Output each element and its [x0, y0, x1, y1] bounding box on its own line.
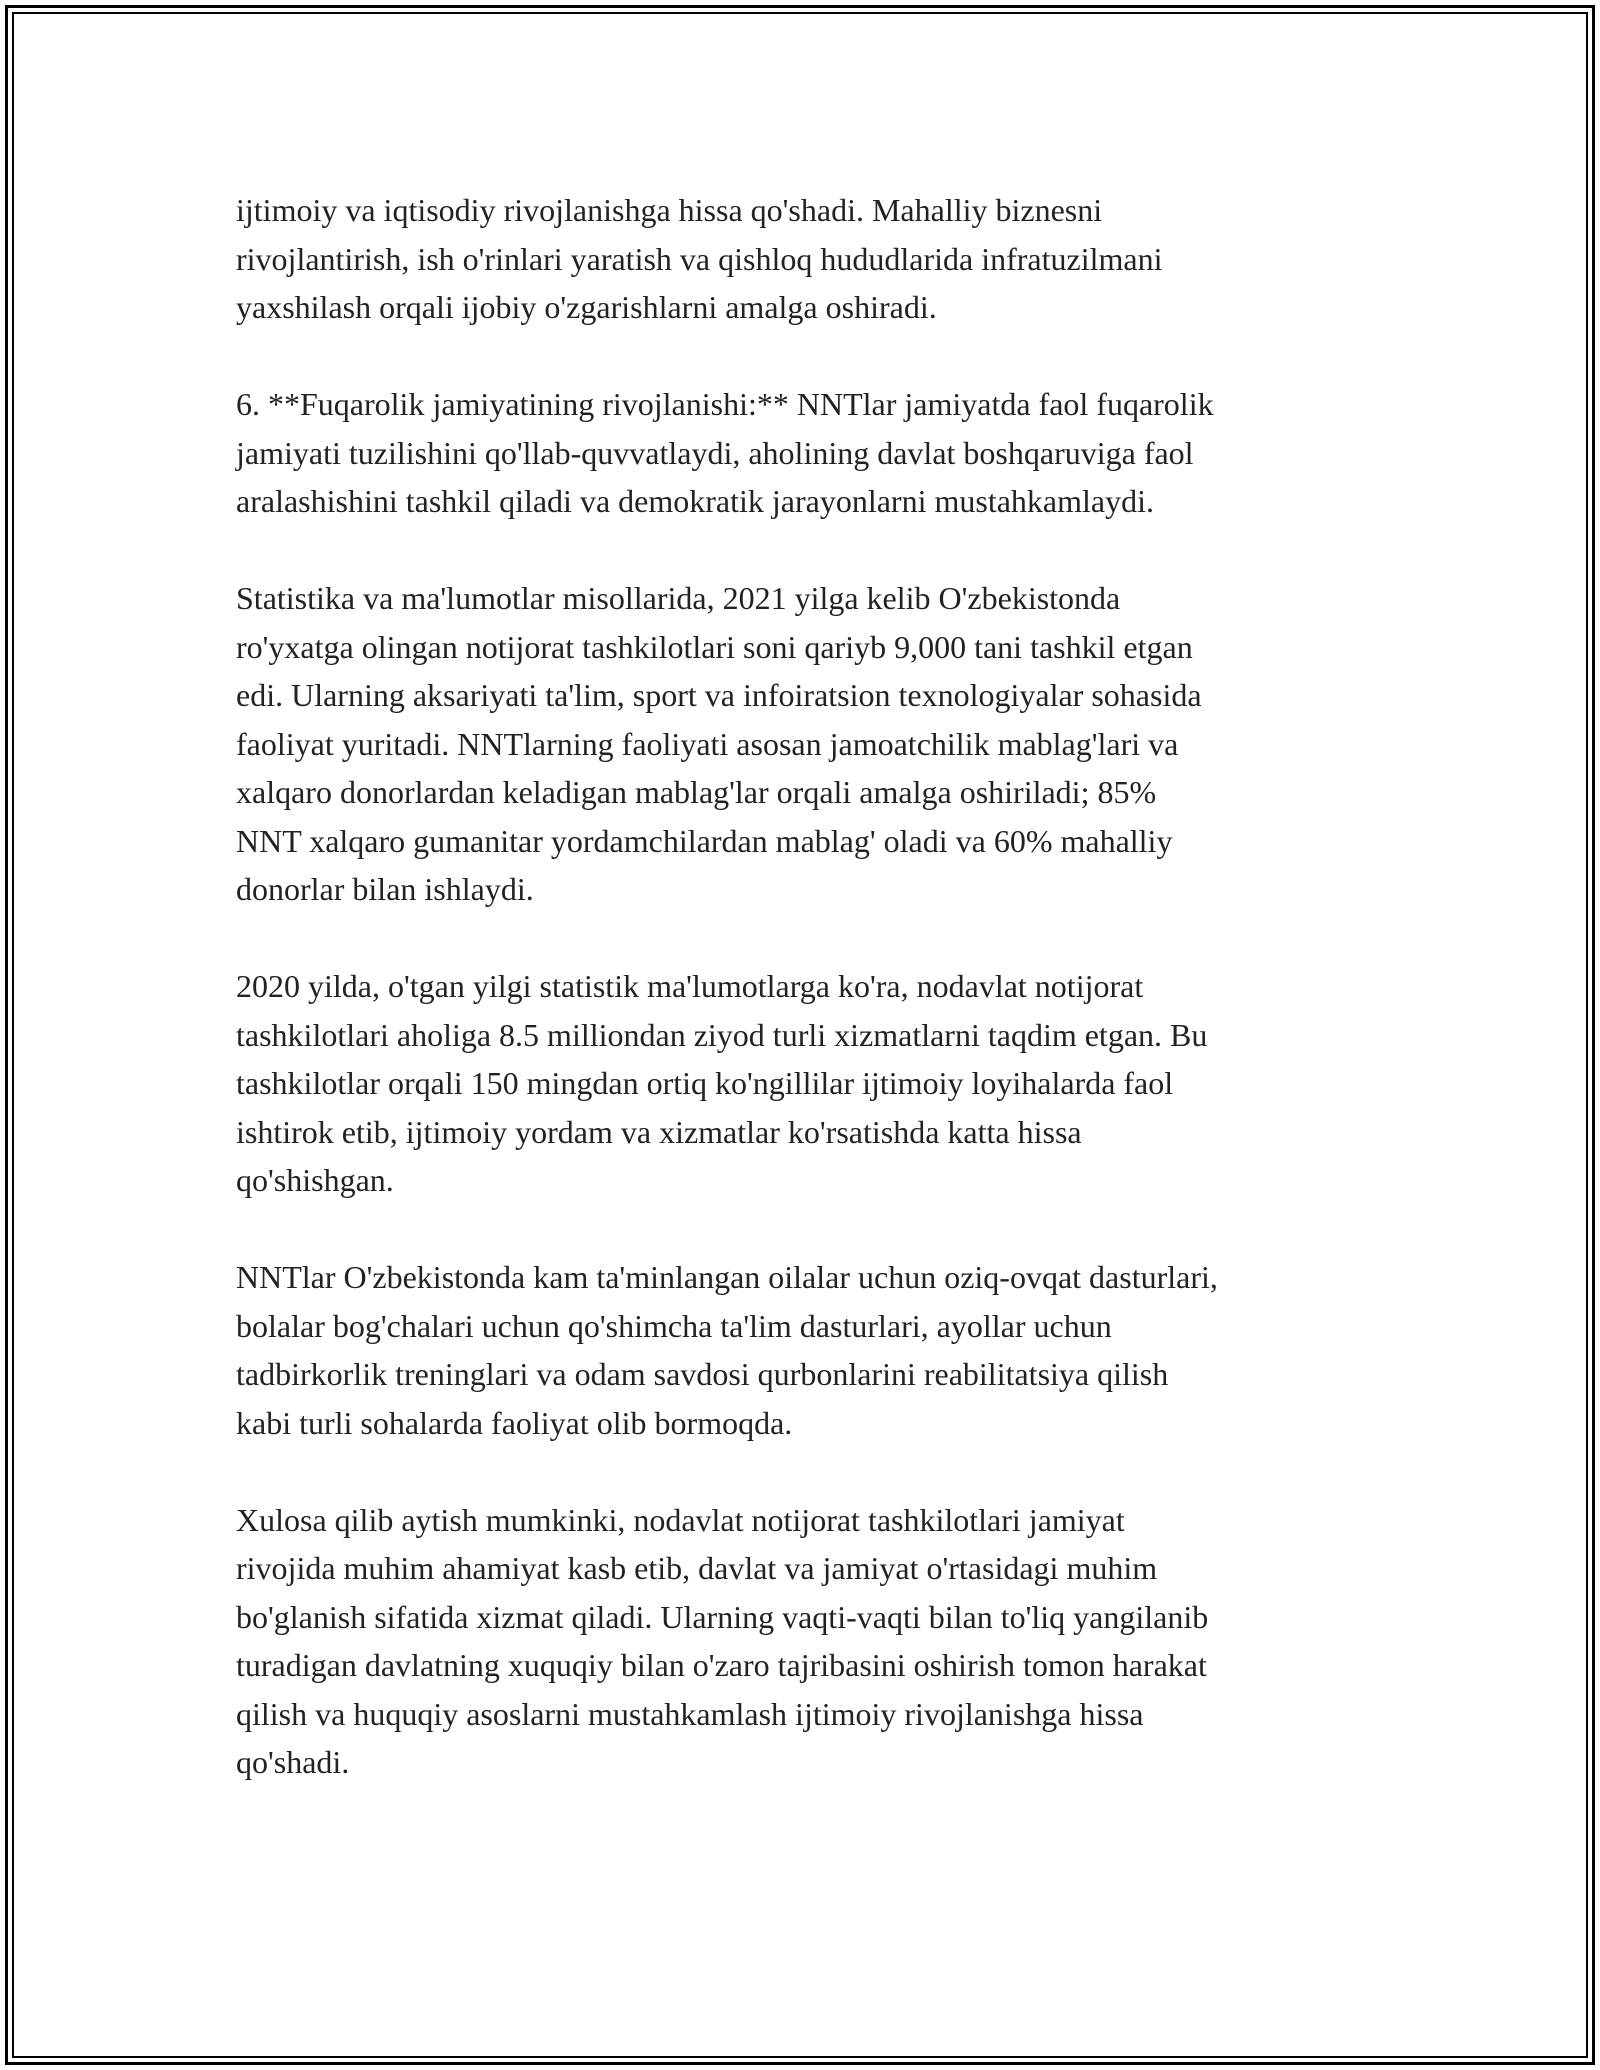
text-line: tashkilotlar orqali 150 mingdan ortiq ko'ngillilar ijtimoiy loyihalarda faol	[236, 1065, 1174, 1101]
paragraph-statistics-2021	[236, 574, 1396, 914]
text-line: ijtimoiy va iqtisodiy rivojlanishga hissa qo'shadi. Mahalliy biznesni	[236, 192, 1103, 228]
text-line: rivojida muhim ahamiyat kasb etib, davlat va jamiyat o'rtasidagi muhim	[236, 1550, 1158, 1586]
text-line: Statistika va ma'lumotlar misollarida, 2021 yilga kelib O'zbekistonda	[236, 580, 1121, 616]
text-line: rivojlantirish, ish o'rinlari yaratish va qishloq hududlarida infratuzilmani	[236, 240, 1163, 277]
text-line: kabi turli sohalarda faoliyat olib bormoqda.	[236, 1404, 793, 1441]
text-line: jamiyati tuzilishini qo'llab-quvvatlaydi, aholining davlat boshqaruviga faol	[236, 434, 1194, 471]
text-line: tadbirkorlik treninglari va odam savdosi qurbonlarini reabilitatsiya qilish	[236, 1356, 1169, 1392]
text-line: xalqaro donorlardan keladigan mablag'lar orqali amalga oshiriladi; 85%	[236, 774, 1157, 810]
paragraph-statistics-2020	[236, 962, 1396, 1205]
text-line: yaxshilash orqali ijobiy o'zgarishlarni amalga oshiradi.	[236, 289, 937, 325]
document-body	[236, 186, 1396, 1835]
text-line: bo'glanish sifatida xizmat qiladi. Ularning vaqti-vaqti bilan to'liq yangilanib	[236, 1598, 1209, 1635]
text-line: qo'shadi.	[236, 1744, 350, 1780]
text-line: Xulosa qilib aytish mumkinki, nodavlat notijorat tashkilotlari jamiyat	[236, 1501, 1125, 1538]
text-line: 6. **Fuqarolik jamiyatining rivojlanishi:** NNTlar jamiyatda faol fuqarolik	[236, 386, 1214, 422]
text-line: donorlar bilan ishlaydi.	[236, 871, 534, 907]
paragraph-conclusion	[236, 1496, 1396, 1787]
text-line: aralashishini tashkil qiladi va demokratik jarayonlarni mustahkamlaydi.	[236, 483, 1154, 519]
text-line: faoliyat yuritadi. NNTlarning faoliyati asosan jamoatchilik mablag'lari va	[236, 725, 1179, 762]
text-line: 2020 yilda, o'tgan yilgi statistik ma'lumotlarga ko'ra, nodavlat notijorat	[236, 968, 1144, 1004]
text-line: turadigan davlatning xuquqiy bilan o'zaro tajribasini oshirish tomon harakat	[236, 1647, 1207, 1683]
text-line: qo'shishgan.	[236, 1162, 394, 1198]
text-line: tashkilotlari aholiga 8.5 milliondan ziyod turli xizmatlarni taqdim etgan. Bu	[236, 1016, 1208, 1053]
text-line: ro'yxatga olingan notijorat tashkilotlari soni qariyb 9,000 tani tashkil etgan	[236, 628, 1193, 665]
paragraph-programs	[236, 1253, 1396, 1447]
text-line: qilish va huquqiy asoslarni mustahkamlash ijtimoiy rivojlanishga hissa	[236, 1695, 1144, 1732]
text-line: ishtirok etib, ijtimoiy yordam va xizmatlar ko'rsatishda katta hissa	[236, 1113, 1082, 1150]
paragraph-social-economic	[236, 186, 1396, 332]
text-line: NNTlar O'zbekistonda kam ta'minlangan oilalar uchun oziq-ovqat dasturlari,	[236, 1259, 1218, 1295]
text-line: edi. Ularning aksariyati ta'lim, sport va infoiratsion texnologiyalar sohasida	[236, 677, 1202, 713]
text-line: bolalar bog'chalari uchun qo'shimcha ta'lim dasturlari, ayollar uchun	[236, 1307, 1112, 1344]
text-line: NNT xalqaro gumanitar yordamchilardan mablag' oladi va 60% mahalliy	[236, 822, 1173, 859]
paragraph-civil-society	[236, 380, 1396, 526]
